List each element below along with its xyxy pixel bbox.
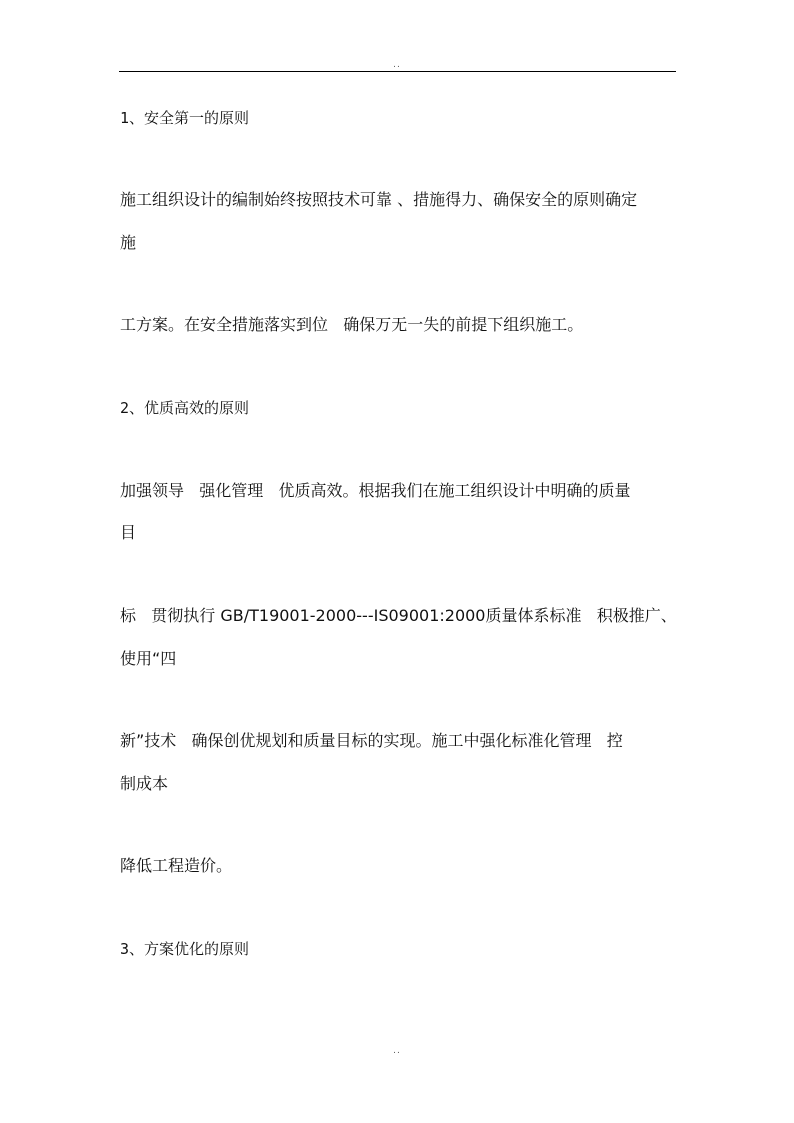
paragraph-line: 使用“四 <box>120 649 177 668</box>
paragraph-line: 制成本 <box>120 774 169 793</box>
paragraph-line: 加强领导 强化管理 优质高效。根据我们在施工组织设计中明确的质量 <box>120 481 631 500</box>
section-heading-optimization: 3、方案优化的原则 <box>120 940 250 958</box>
paragraph-line: 新”技术 确保创优规划和质量目标的实现。施工中强化标准化管理 控 <box>120 731 623 750</box>
paragraph-line: 施 <box>120 233 137 252</box>
paragraph-line: 目 <box>120 523 137 542</box>
footer-mark: .. <box>393 1046 401 1056</box>
header-rule <box>119 71 676 72</box>
header-mark: .. <box>393 60 401 70</box>
paragraph-line: 标 贯彻执行 GB/T19001-2000---IS09001:2000质量体系标准 积极推广、 <box>120 606 677 625</box>
section-heading-quality: 2、优质高效的原则 <box>120 399 250 417</box>
paragraph-line: 降低工程造价。 <box>120 856 233 875</box>
section-heading-safety: 1、安全第一的原则 <box>120 109 250 127</box>
paragraph-line: 施工组织设计的编制始终按照技术可靠 、措施得力、确保安全的原则确定 <box>120 190 638 209</box>
paragraph-line: 工方案。在安全措施落实到位 确保万无一失的前提下组织施工。 <box>120 315 584 334</box>
